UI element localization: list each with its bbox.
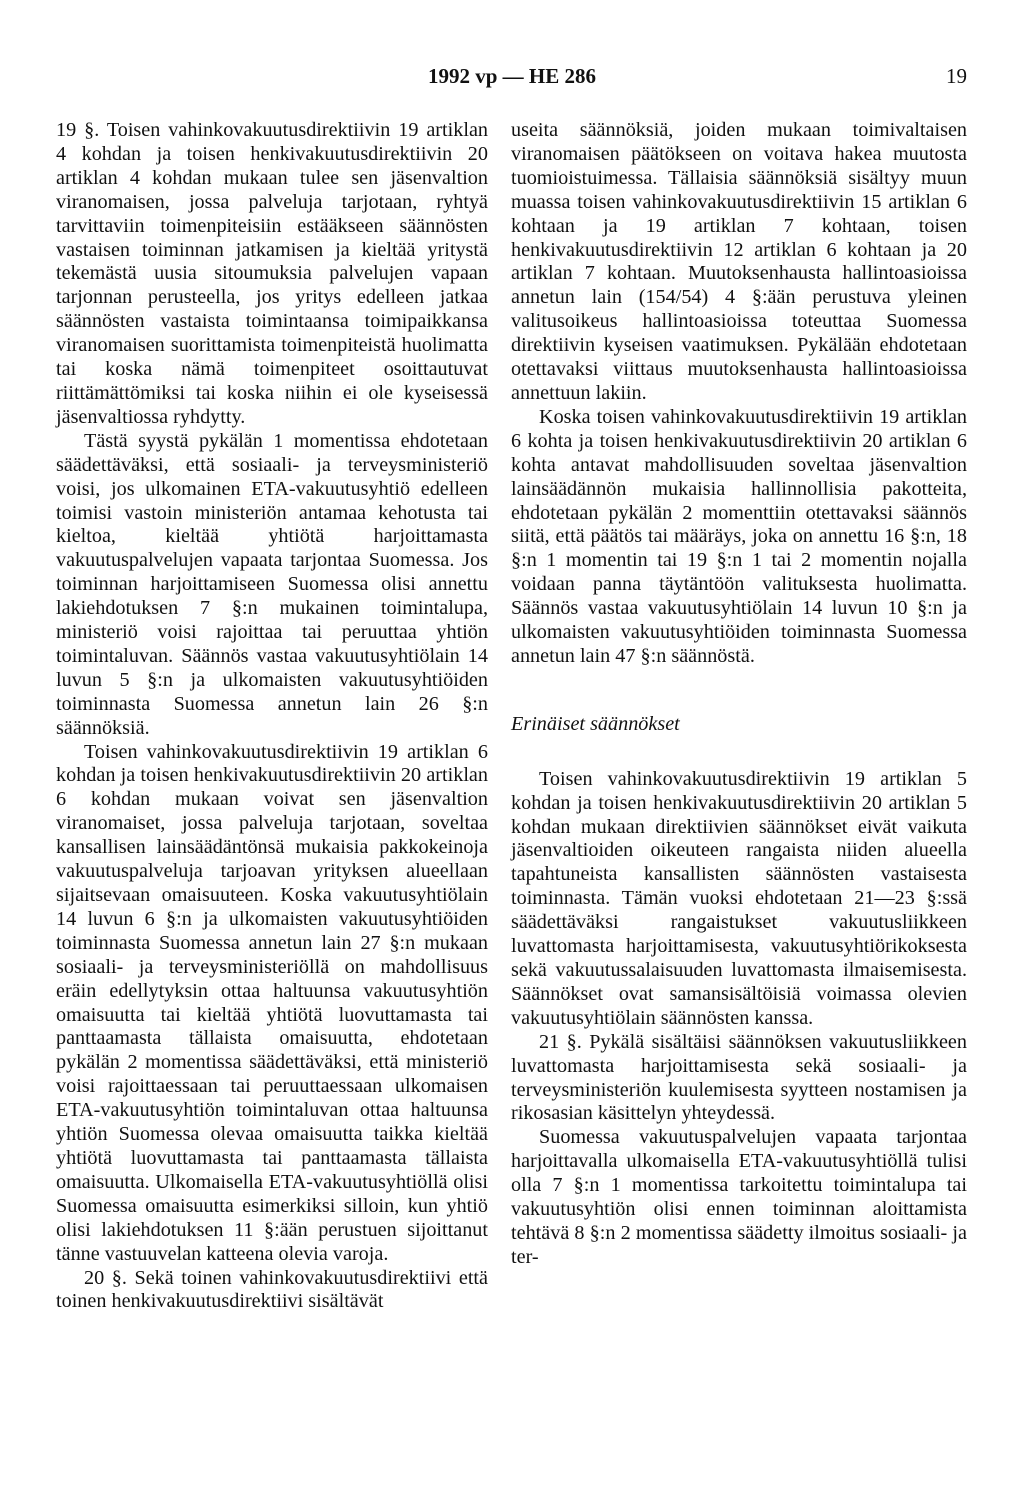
paragraph: Toisen vahinkovakuutusdirektiivin 19 artiklan 6 kohdan ja toisen henkivakuutusdirektiivin 20 artiklan 6 kohdan mukaan voivat sen jäsenvaltion viranomaiset, jossa palveluja tarjotaan, soveltaa kansallisen lainsäädäntönsä mukaisia pakkokeinoja vakuutuspalveluja tarjoavan yrityksen alueellaan sijaitsevaan omaisuuteen. Koska vakuutusyhtiölain 14 luvun 6 §:n ja ulkomaisten vakuutusyhtiöiden toiminnasta Suomessa annetun lain 27 §:n mukaan sosiaali- ja terveysministeriöllä on mahdollisuus eräin edellytyksin ottaa haltuunsa vakuutusyhtiön omaisuutta tai kieltää yhtiötä luovuttamasta tai panttaamasta tällaista omaisuutta, ehdotetaan pykälän 2 momentissa säädettäväksi, että ministeriö voisi rajoittaessaan tai peruuttaessaan ulkomaisen ETA-vakuutusyhtiön toimintaluvan ottaa haltuunsa yhtiön Suomessa olevaa omaisuutta taikka kieltää yhtiötä luovuttamasta tai panttaamasta tällaista omaisuutta. Ulkomaisella ETA-vakuutusyhtiöllä olisi Suomessa omaisuutta esimerkiksi silloin, kun yhtiö olisi lakiehdotuksen 11 §:ään perustuen sijoittanut tänne vastuuvelan katteena olevia varoja. [56, 740, 488, 1265]
section-heading: Erinäiset säännökset [511, 712, 680, 735]
paragraph: Koska toisen vahinkovakuutusdirektiivin 19 artiklan 6 kohta ja toisen henkivakuutusdirektiivin 20 artiklan 6 kohta antavat mahdollisuuden soveltaa jäsenvaltion lainsäädännön mukaisia hallinnollisia pakotteita, ehdotetaan pykälän 2 momenttiin otettavaksi säännös siitä, että päätös tai määräys, joka on annettu 16 §:n, 18 §:n 1 momentin tai 19 §:n 1 tai 2 momentin nojalla voidaan panna täytäntöön valituksesta huolimatta. Säännös vastaa vakuutusyhtiölain 14 luvun 10 §:n ja ulkomaisten vakuutusyhtiöiden toiminnasta Suomessa annetun lain 47 §:n säännöstä. [511, 405, 967, 667]
paragraph: Suomessa vakuutuspalvelujen vapaata tarjontaa harjoittavalla ulkomaisella ETA-vakuutusyhtiöllä tulisi olla 7 §:n 1 momentissa tarkoitettu toimintalupa tai vakuutusyhtiön olisi ennen toiminnan aloittamista tehtävä 8 §:n 2 momentissa säädetty ilmoitus sosiaali- ja ter- [511, 1126, 967, 1268]
page-number: 19 [946, 64, 967, 88]
paragraph: 19 §. Toisen vahinkovakuutusdirektiivin 19 artiklan 4 kohdan ja toisen henkivakuutusdirektiivin 20 artiklan 4 kohdan mukaan tulee sen jäsenvaltion viranomaisen, jossa palveluja tarjotaan, ryhtyä tarvittaviin toimenpiteisiin estääkseen säännösten vastaisen toiminnan jatkamisen ja kieltää yritystä tekemästä uusia sitoumuksia palvelujen vapaan tarjonnan perusteella, jos yritys edelleen jatkaa säännösten vastaista toimintaansa toimipaikkansa viranomaisen suorittamista toimenpiteistä huolimatta tai koska nämä toimenpiteet osoittautuvat riittämättömiksi tai koska niihin ei ole kyseisessä jäsenvaltiossa ryhdytty. [56, 119, 488, 428]
running-header: 1992 vp — HE 286 [427, 64, 597, 88]
paragraph: useita säännöksiä, joiden mukaan toimivaltaisen viranomaisen päätökseen on voitava hakea muutosta tuomioistuimessa. Tällaisia säännöksiä sisältyy muun muassa toisen vahinkovakuutusdirektiivin 15 artiklan 6 kohtaan ja 19 artiklan 7 kohtaan, toisen henkivakuutusdirektiivin 12 artiklan 6 kohtaan ja 20 artiklan 7 kohtaan. Muutoksenhausta hallintoasioissa annetun lain (154/54) 4 §:ään perustuva yleinen valitusoikeus hallintoasioissa toteuttaa Suomessa direktiivin kyseisen vaatimuksen. Pykälään ehdotetaan otettavaksi viittaus muutoksenhausta hallintoasioissa annettuun lakiin. [511, 119, 967, 404]
paragraph: Toisen vahinkovakuutusdirektiivin 19 artiklan 5 kohdan ja toisen henkivakuutusdirektiivin 20 artiklan 5 kohdan mukaan direktiivien säännökset eivät vaikuta jäsenvaltioiden oikeuteen rangaista niiden alueella tapahtuneista kansallisten säännösten vastaisesta toiminnasta. Tämän vuoksi ehdotetaan 21—23 §:ssä säädettäväksi rangaistukset vakuutusliikkeen luvattomasta harjoittamisesta, vakuutusyhtiörikoksesta sekä vakuutussalaisuuden luvattomasta ilmaisemisesta. Säännökset ovat samansisältöisiä voimassa olevien vakuutusyhtiölain säännösten kanssa. [511, 767, 967, 1029]
paragraph: 21 §. Pykälä sisältäisi säännöksen vakuutusliikkeen luvattomasta harjoittamisesta sekä sosiaali- ja terveysministeriön kuulemisesta syytteen nostamisen ja rikosasian käsittelyn yhteydessä. [511, 1030, 967, 1125]
right-column [511, 119, 967, 1270]
left-column [56, 119, 488, 1314]
paragraph: Tästä syystä pykälän 1 momentissa ehdotetaan säädettäväksi, että sosiaali- ja terveysministeriö voisi, jos ulkomainen ETA-vakuutusyhtiö edelleen toimisi vastoin ministeriön antamaa kehotusta tai kieltoa, kieltää yhtiötä harjoittamasta vakuutuspalvelujen vapaata tarjontaa Suomessa. Jos toiminnan harjoittamiseen Suomessa olisi annettu lakiehdotuksen 7 §:n mukainen toimintalupa, ministeriö voisi rajoittaa tai peruuttaa yhtiön toimintaluvan. Säännös vastaa vakuutusyhtiölain 14 luvun 5 §:n ja ulkomaisten vakuutusyhtiöiden toiminnasta Suomessa annetun lain 26 §:n säännöksiä. [56, 429, 488, 739]
paragraph: 20 §. Sekä toinen vahinkovakuutusdirektiivi että toinen henkivakuutusdirektiivi sisältävät [56, 1266, 488, 1313]
